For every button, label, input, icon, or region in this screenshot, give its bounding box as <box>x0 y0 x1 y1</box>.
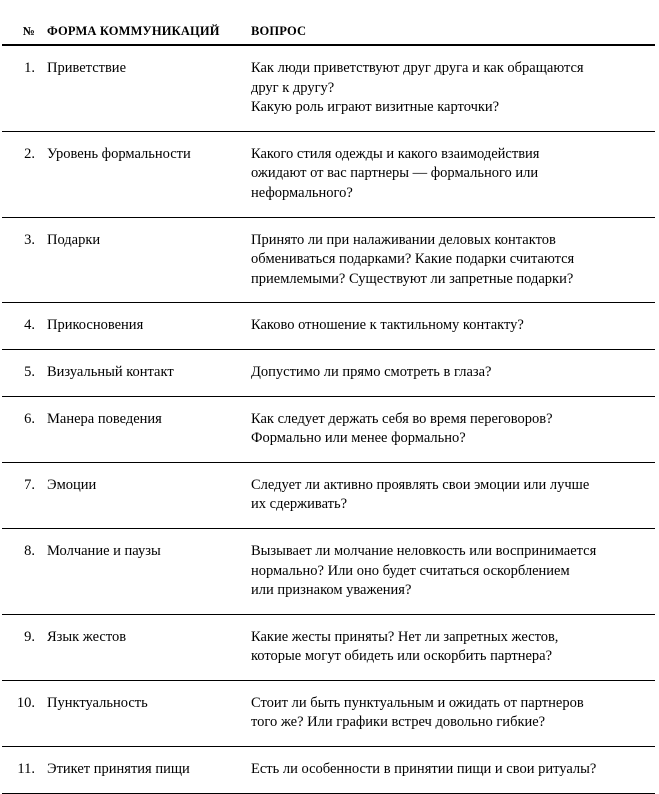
question-text <box>250 45 655 131</box>
column-header-question: ВОПРОС <box>250 0 655 45</box>
row-number: 10. <box>2 680 42 746</box>
question-line: Принято ли при налаживании деловых контактов <box>251 231 556 248</box>
table-row <box>2 396 655 462</box>
question-text <box>250 217 655 303</box>
table-row <box>2 303 655 350</box>
question-text <box>250 396 655 462</box>
question-line: приемлемыми? Существуют ли запретные подарки? <box>251 270 574 287</box>
column-header-number: № <box>2 0 42 45</box>
table-header-row <box>2 0 655 45</box>
question-line: их сдерживать? <box>251 496 348 513</box>
question-line: Допустимо ли прямо смотреть в глаза? <box>251 363 492 380</box>
question-text <box>250 747 655 794</box>
table-row <box>2 680 655 746</box>
communication-form-label: Пунктуальность <box>42 680 250 746</box>
question-line: друг к другу? <box>251 79 335 96</box>
table-row <box>2 217 655 303</box>
table-header <box>2 0 655 45</box>
question-line: которые могут обидеть или оскорбить партнера? <box>251 648 553 665</box>
communication-form-label: Визуальный контакт <box>42 349 250 396</box>
row-number: 1. <box>2 45 42 131</box>
row-number: 9. <box>2 614 42 680</box>
question-line: Следует ли активно проявлять свои эмоции или лучше <box>251 476 590 493</box>
communication-form-label: Уровень формальности <box>42 131 250 217</box>
question-line: того же? Или графики встреч довольно гибкие? <box>251 714 546 731</box>
question-line: Каково отношение к тактильному контакту? <box>251 317 524 334</box>
table-row <box>2 349 655 396</box>
row-number: 11. <box>2 747 42 794</box>
communication-forms-table <box>2 0 655 794</box>
table-row <box>2 614 655 680</box>
table-row <box>2 747 655 794</box>
row-number: 4. <box>2 303 42 350</box>
row-number: 7. <box>2 462 42 528</box>
question-line: Какого стиля одежды и какого взаимодействия <box>251 145 540 162</box>
table-row <box>2 45 655 131</box>
question-text <box>250 462 655 528</box>
question-line: Какую роль играют визитные карточки? <box>251 99 500 116</box>
communication-form-label: Этикет принятия пищи <box>42 747 250 794</box>
question-text <box>250 680 655 746</box>
communication-form-label: Прикосновения <box>42 303 250 350</box>
question-line: Какие жесты приняты? Нет ли запретных жестов, <box>251 628 559 645</box>
question-line: неформального? <box>251 184 353 201</box>
table-row <box>2 528 655 614</box>
question-text <box>250 131 655 217</box>
row-number: 5. <box>2 349 42 396</box>
row-number: 3. <box>2 217 42 303</box>
row-number: 6. <box>2 396 42 462</box>
question-text <box>250 614 655 680</box>
question-text <box>250 528 655 614</box>
row-number: 2. <box>2 131 42 217</box>
question-line: нормально? Или оно будет считаться оскорблением <box>251 562 570 579</box>
communication-form-label: Молчание и паузы <box>42 528 250 614</box>
question-line: Вызывает ли молчание неловкость или воспринимается <box>251 542 597 559</box>
question-line: ожидают от вас партнеры — формального или <box>251 165 539 182</box>
question-text <box>250 303 655 350</box>
communication-form-label: Язык жестов <box>42 614 250 680</box>
communication-form-label: Приветствие <box>42 45 250 131</box>
communication-form-label: Подарки <box>42 217 250 303</box>
table-row <box>2 462 655 528</box>
communication-form-label: Эмоции <box>42 462 250 528</box>
column-header-form: ФОРМА КОММУНИКАЦИЙ <box>42 0 250 45</box>
communication-form-label: Манера поведения <box>42 396 250 462</box>
question-line: Есть ли особенности в принятии пищи и свои ритуалы? <box>251 761 597 778</box>
question-line: Как люди приветствуют друг друга и как обращаются <box>251 60 584 76</box>
table-row <box>2 131 655 217</box>
question-line: или признаком уважения? <box>251 582 412 599</box>
question-line: Формально или менее формально? <box>251 430 466 447</box>
question-line: Стоит ли быть пунктуальным и ожидать от партнеров <box>251 694 584 711</box>
question-line: Как следует держать себя во время переговоров? <box>251 410 553 427</box>
table-body <box>2 45 655 793</box>
question-line: обмениваться подарками? Какие подарки считаются <box>251 251 575 268</box>
row-number: 8. <box>2 528 42 614</box>
question-text <box>250 349 655 396</box>
